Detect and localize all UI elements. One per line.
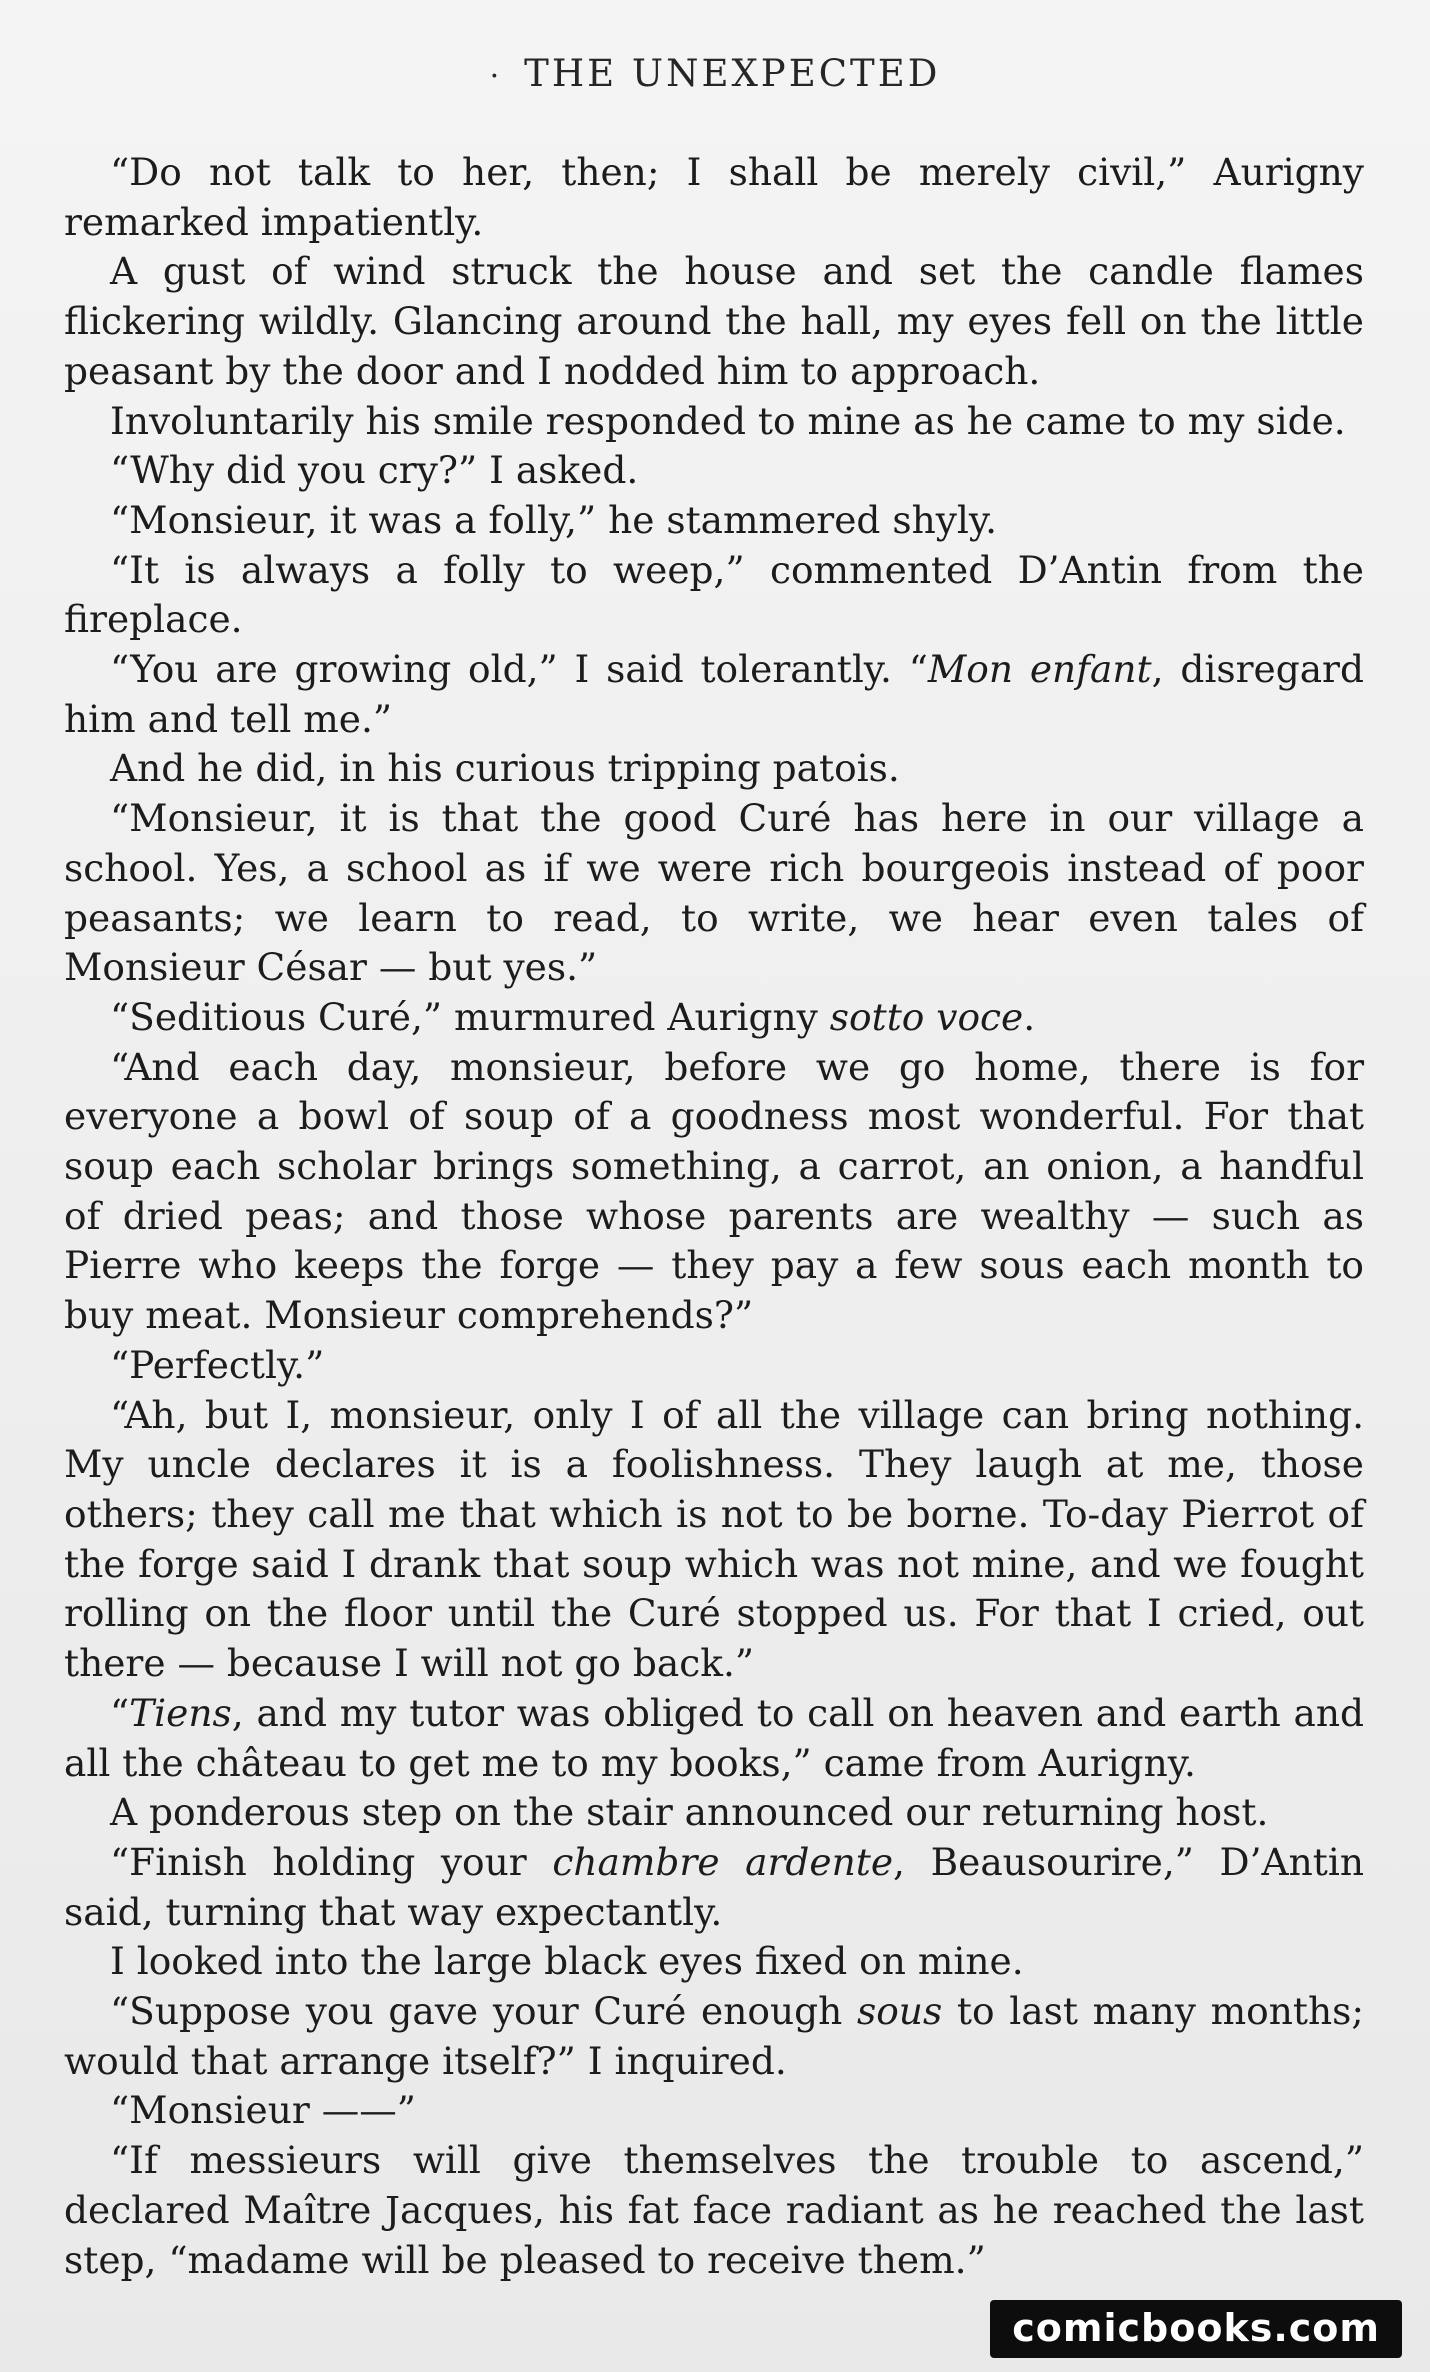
text-run: “Do not talk to her, then; I shall be merely civil,” Aurigny remarked impatiently. xyxy=(64,150,1364,244)
text-run: , disregard him and tell me.” xyxy=(64,647,1364,741)
text-run: “Monsieur, it is that the good Curé has here in our village a school. Yes, a school as if we were rich bourgeois instead of poor peasants; we learn to read, to write, we hear even tales of Monsieur César — but yes.” xyxy=(64,796,1364,990)
text-run: “Ah, but I, monsieur, only I of all the village can bring nothing. My uncle declares it is a foolishness. They laugh at me, those others; they call me that which is not to be borne. To-day Pierrot of the forge said I drank that soup which was not mine, and we fought rolling on the floor until the Curé stopped us. For that I cried, out there — because I will not go back.” xyxy=(64,1392,1364,1686)
paragraph xyxy=(64,397,1364,447)
text-run: “Monsieur, it was a folly,” he stammered shyly. xyxy=(110,497,998,542)
running-head xyxy=(0,52,1430,95)
paragraph xyxy=(64,1689,1364,1788)
text-run: “Perfectly.” xyxy=(110,1342,325,1387)
paragraph xyxy=(64,148,1364,247)
text-run: , Beausourire,” D’Antin said, turning that way expectantly. xyxy=(64,1839,1364,1934)
paragraph xyxy=(64,1838,1364,1937)
paragraph xyxy=(64,2086,1364,2136)
paragraph xyxy=(64,1987,1364,2086)
text-run: “Monsieur ——” xyxy=(110,2088,416,2133)
text-run: “Finish holding your xyxy=(110,1839,553,1884)
text-run: , and my tutor was obliged to call on heaven and earth and all the château to get me to my books,” came from Aurigny. xyxy=(64,1690,1364,1785)
paragraph xyxy=(64,546,1364,645)
italic-phrase: sotto voce xyxy=(829,994,1024,1039)
paragraph xyxy=(64,1043,1364,1341)
text-run: “ xyxy=(110,1690,130,1735)
text-run: I looked into the large black eyes fixed on mine. xyxy=(110,1939,1024,1984)
text-run: A ponderous step on the stair announced our returning host. xyxy=(110,1790,1269,1835)
paragraph xyxy=(64,645,1364,744)
text-run: . xyxy=(1023,994,1036,1039)
header-dot: · xyxy=(489,59,503,94)
paragraph xyxy=(64,794,1364,993)
text-run: “Suppose you gave your Curé enough xyxy=(110,1989,857,2034)
text-run: “If messieurs will give themselves the trouble to ascend,” declared Maître Jacques, his fat face radiant as he reached the last step, “madame will be pleased to receive them.” xyxy=(64,2138,1364,2282)
body-text xyxy=(64,148,1364,2285)
text-run: “It is always a folly to weep,” commented D’Antin from the fireplace. xyxy=(64,547,1364,642)
text-run: Involuntarily his smile responded to mine as he came to my side. xyxy=(110,398,1346,443)
text-run: “And each day, monsieur, before we go home, there is for everyone a bowl of soup of a goodness most wonderful. For that soup each scholar brings something, a carrot, an onion, a handful of dried peas; and those whose parents are wealthy — such as Pierre who keeps the forge — they pay a few sous each month to buy meat. Monsieur comprehends?” xyxy=(64,1044,1364,1338)
paragraph xyxy=(64,2136,1364,2285)
italic-phrase: Mon enfant xyxy=(927,647,1152,692)
paragraph xyxy=(64,744,1364,794)
paragraph xyxy=(64,1788,1364,1838)
paragraph xyxy=(64,993,1364,1043)
text-run: “Why did you cry?” I asked. xyxy=(110,448,639,493)
paragraph xyxy=(64,496,1364,546)
paragraph xyxy=(64,1341,1364,1391)
paragraph xyxy=(64,1391,1364,1689)
text-run: to last many months; would that arrange itself?” I inquired. xyxy=(64,1989,1364,2083)
paragraph xyxy=(64,446,1364,496)
italic-phrase: sous xyxy=(856,1989,943,2034)
paragraph xyxy=(64,1937,1364,1987)
text-run: “You are growing old,” I said tolerantly. “ xyxy=(110,647,928,692)
text-run: A gust of wind struck the house and set the candle flames flickering wildly. Glancing around the hall, my eyes fell on the little peasant by the door and I nodded him to approach. xyxy=(64,249,1364,393)
watermark-logo: comicbooks.com xyxy=(990,2300,1402,2358)
paragraph xyxy=(64,247,1364,396)
italic-phrase: chambre ardente xyxy=(552,1839,894,1884)
page-title: THE UNEXPECTED xyxy=(524,52,941,95)
text-run: “Seditious Curé,” murmured Aurigny xyxy=(110,994,830,1039)
italic-phrase: Tiens xyxy=(129,1690,232,1735)
text-run: And he did, in his curious tripping patois. xyxy=(110,746,900,791)
